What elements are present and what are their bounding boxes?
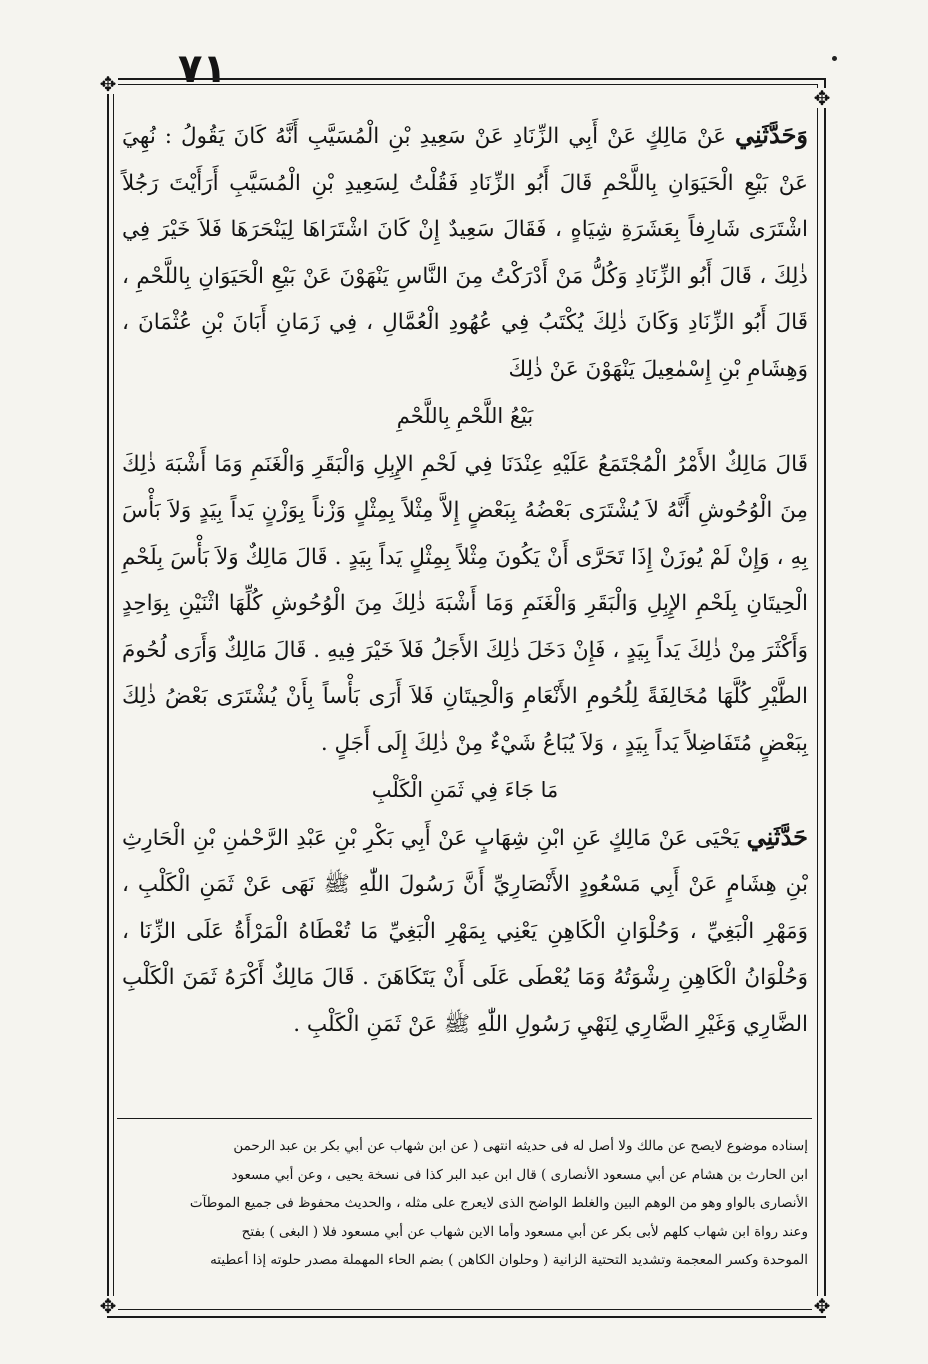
corner-ornament-icon: ✥ [813,1294,831,1318]
paragraph-lead: وَحَدَّثَنِي [735,120,808,149]
footnotes [122,1132,808,1275]
paragraph [122,814,808,1049]
footnote-line: الموحدة وكسر المعجمة وتشديد التحتية الزانية ( وحلوان الكاهن ) بضم الحاء المهملة مصدر حلوته إذا أعطيته [210,1252,808,1268]
paragraph-text: قَالَ مَالِكٌ الأَمْرُ الْمُجْتَمَعُ عَلَيْهِ عِنْدَنَا فِي لَحْمِ الإِبِلِ وَالْبَقَرِ وَالْغَنَمِ وَمَا أَشْبَهَ ذٰلِكَ مِنَ الْوُحُوشِ أَنَّهُ لاَ يُشْتَرَى بَعْضُهُ بِبَعْضٍ إِلاَّ مِثْلاً بِمِثْلٍ وَزْناً بِوَزْنٍ يَداً بِيَدٍ وَلاَ بَأْسَ بِهِ ، وَإِنْ لَمْ يُوزَنْ إِذَا تَحَرَّى أَنْ يَكُونَ مِثْلاً بِمِثْلٍ يَداً بِيَدٍ . قَالَ مَالِكٌ وَلاَ بَأْسَ بِلَحْمِ الْحِيتَانِ بِلَحْمِ الإِبِلِ وَالْبَقَرِ وَالْغَنَمِ وَمَا أَشْبَهَ ذٰلِكَ مِنَ الْوُحُوشِ كُلِّهَا اثْنَيْنِ بِوَاحِدٍ وَأَكْثَرَ مِنْ ذٰلِكَ يَداً بِيَدٍ ، فَإِنْ دَخَلَ ذٰلِكَ الأَجَلُ فَلاَ خَيْرَ فِيهِ . قَالَ مَالِكٌ وَأَرَى لُحُومَ الطَّيْرِ كُلَّهَا مُخَالِفَةً لِلُحُومِ الأَنْعَامِ وَالْحِيتَانِ فَلاَ أَرَى بَأْساً بِأَنْ يُشْتَرَى بَعْضُ ذٰلِكَ بِبَعْضٍ مُتَفَاضِلاً يَداً بِيَدٍ ، وَلاَ يُبَاعُ شَيْءٌ مِنْ ذٰلِكَ إِلَى أَجَلٍ . [122,451,808,756]
paragraph-lead: حَدَّثَنِي [746,821,808,851]
paragraph-text: يَحْيَى عَنْ مَالِكٍ عَنِ ابْنِ شِهَابٍ عَنْ أَبِي بَكْرِ بْنِ عَبْدِ الرَّحْمٰنِ بْنِ الْحَارِثِ بْنِ هِشَامٍ عَنْ أَبِي مَسْعُودٍ الأَنْصَارِيِّ أَنَّ رَسُولَ اللّٰهِ ﷺ نَهَى عَنْ ثَمَنِ الْكَلْبِ ، وَمَهْرِ الْبَغِيِّ ، وَحُلْوَانِ الْكَاهِنِ يَعْنِي بِمَهْرِ الْبَغِيِّ مَا تُعْطَاهُ الْمَرْأَةُ عَلَى الزِّنَا ، وَحُلْوَانُ الْكَاهِنِ رِشْوَتُهُ وَمَا يُعْطَى عَلَى أَنْ يَتَكَاهَنَ . قَالَ مَالِكٌ أَكْرَهُ ثَمَنَ الْكَلْبِ الضَّارِي وَغَيْرِ الضَّارِي لِنَهْيِ رَسُولِ اللّٰهِ ﷺ عَنْ ثَمَنِ الْكَلْبِ . [122,825,809,1037]
footnote-divider [117,1118,812,1119]
corner-ornament-icon: ✥ [813,86,831,110]
section-heading: بَيْعُ اللَّحْمِ بِاللَّحْمِ [396,404,534,428]
footnote-line: إسناده موضوع لايصح عن مالك ولا أصل له فى حديثه انتهى ( عن ابن شهاب عن أبي بكر بن عبد الرحمن [233,1138,808,1154]
paragraph-text: عَنْ مَالِكٍ عَنْ أَبِي الزِّنَادِ عَنْ سَعِيدِ بْنِ الْمُسَيَّبِ أَنَّهُ كَانَ يَقُولُ : نُهِيَ عَنْ بَيْعِ الْحَيَوَانِ بِاللَّحْمِ قَالَ أَبُو الزِّنَادِ فَقُلْتُ لِسَعِيدِ بْنِ الْمُسَيَّبِ أَرَأَيْتَ رَجُلاً اشْتَرَى شَارِفاً بِعَشَرَةِ شِيَاهٍ ، فَقَالَ سَعِيدٌ إِنْ كَانَ اشْتَرَاهَا لِيَنْحَرَهَا فَلاَ خَيْرَ فِي ذٰلِكَ ، قَالَ أَبُو الزِّنَادِ وَكُلُّ مَنْ أَدْرَكْتُ مِنَ النَّاسِ يَنْهَوْنَ عَنْ بَيْعِ الْحَيَوَانِ بِاللَّحْمِ ، قَالَ أَبُو الزِّنَادِ وَكَانَ ذٰلِكَ يُكْتَبُ فِي عُهُودِ الْعُمَّالِ ، فِي زَمَانِ أَبَانَ بْنِ عُثْمَانَ ، وَهِشَامِ بْنِ إِسْمٰعِيلَ يَنْهَوْنَ عَنْ ذٰلِكَ [122,124,808,382]
page-number: ٧١ [178,46,227,92]
corner-ornament-icon: ✥ [99,1294,117,1318]
paragraph [122,440,808,768]
stray-dot [832,56,837,61]
corner-ornament-icon: ✥ [99,72,117,96]
footnote-line: وعند رواة ابن شهاب كلهم لأبى بكر عن أبي مسعود وأما الاين شهاب عن أبي مسعود فلا ( البغى ) بفتح [241,1223,808,1240]
footnote-line: ابن الحارث بن هشام عن أبي مسعود الأنصارى ) قال ابن عبد البر كذا فى نسخة يحيى ، وعن أبي مسعود [231,1166,808,1183]
section-heading: مَا جَاءَ فِي ثَمَنِ الْكَلْبِ [371,778,559,802]
paragraph [122,112,808,393]
footnote-line: الأنصارى بالواو وهو من الوهم البين والغلط الواضح الذى لايعرج على مثله ، والحديث محفوظ فى جميع الموطآت [189,1195,808,1211]
main-text [122,112,808,1048]
